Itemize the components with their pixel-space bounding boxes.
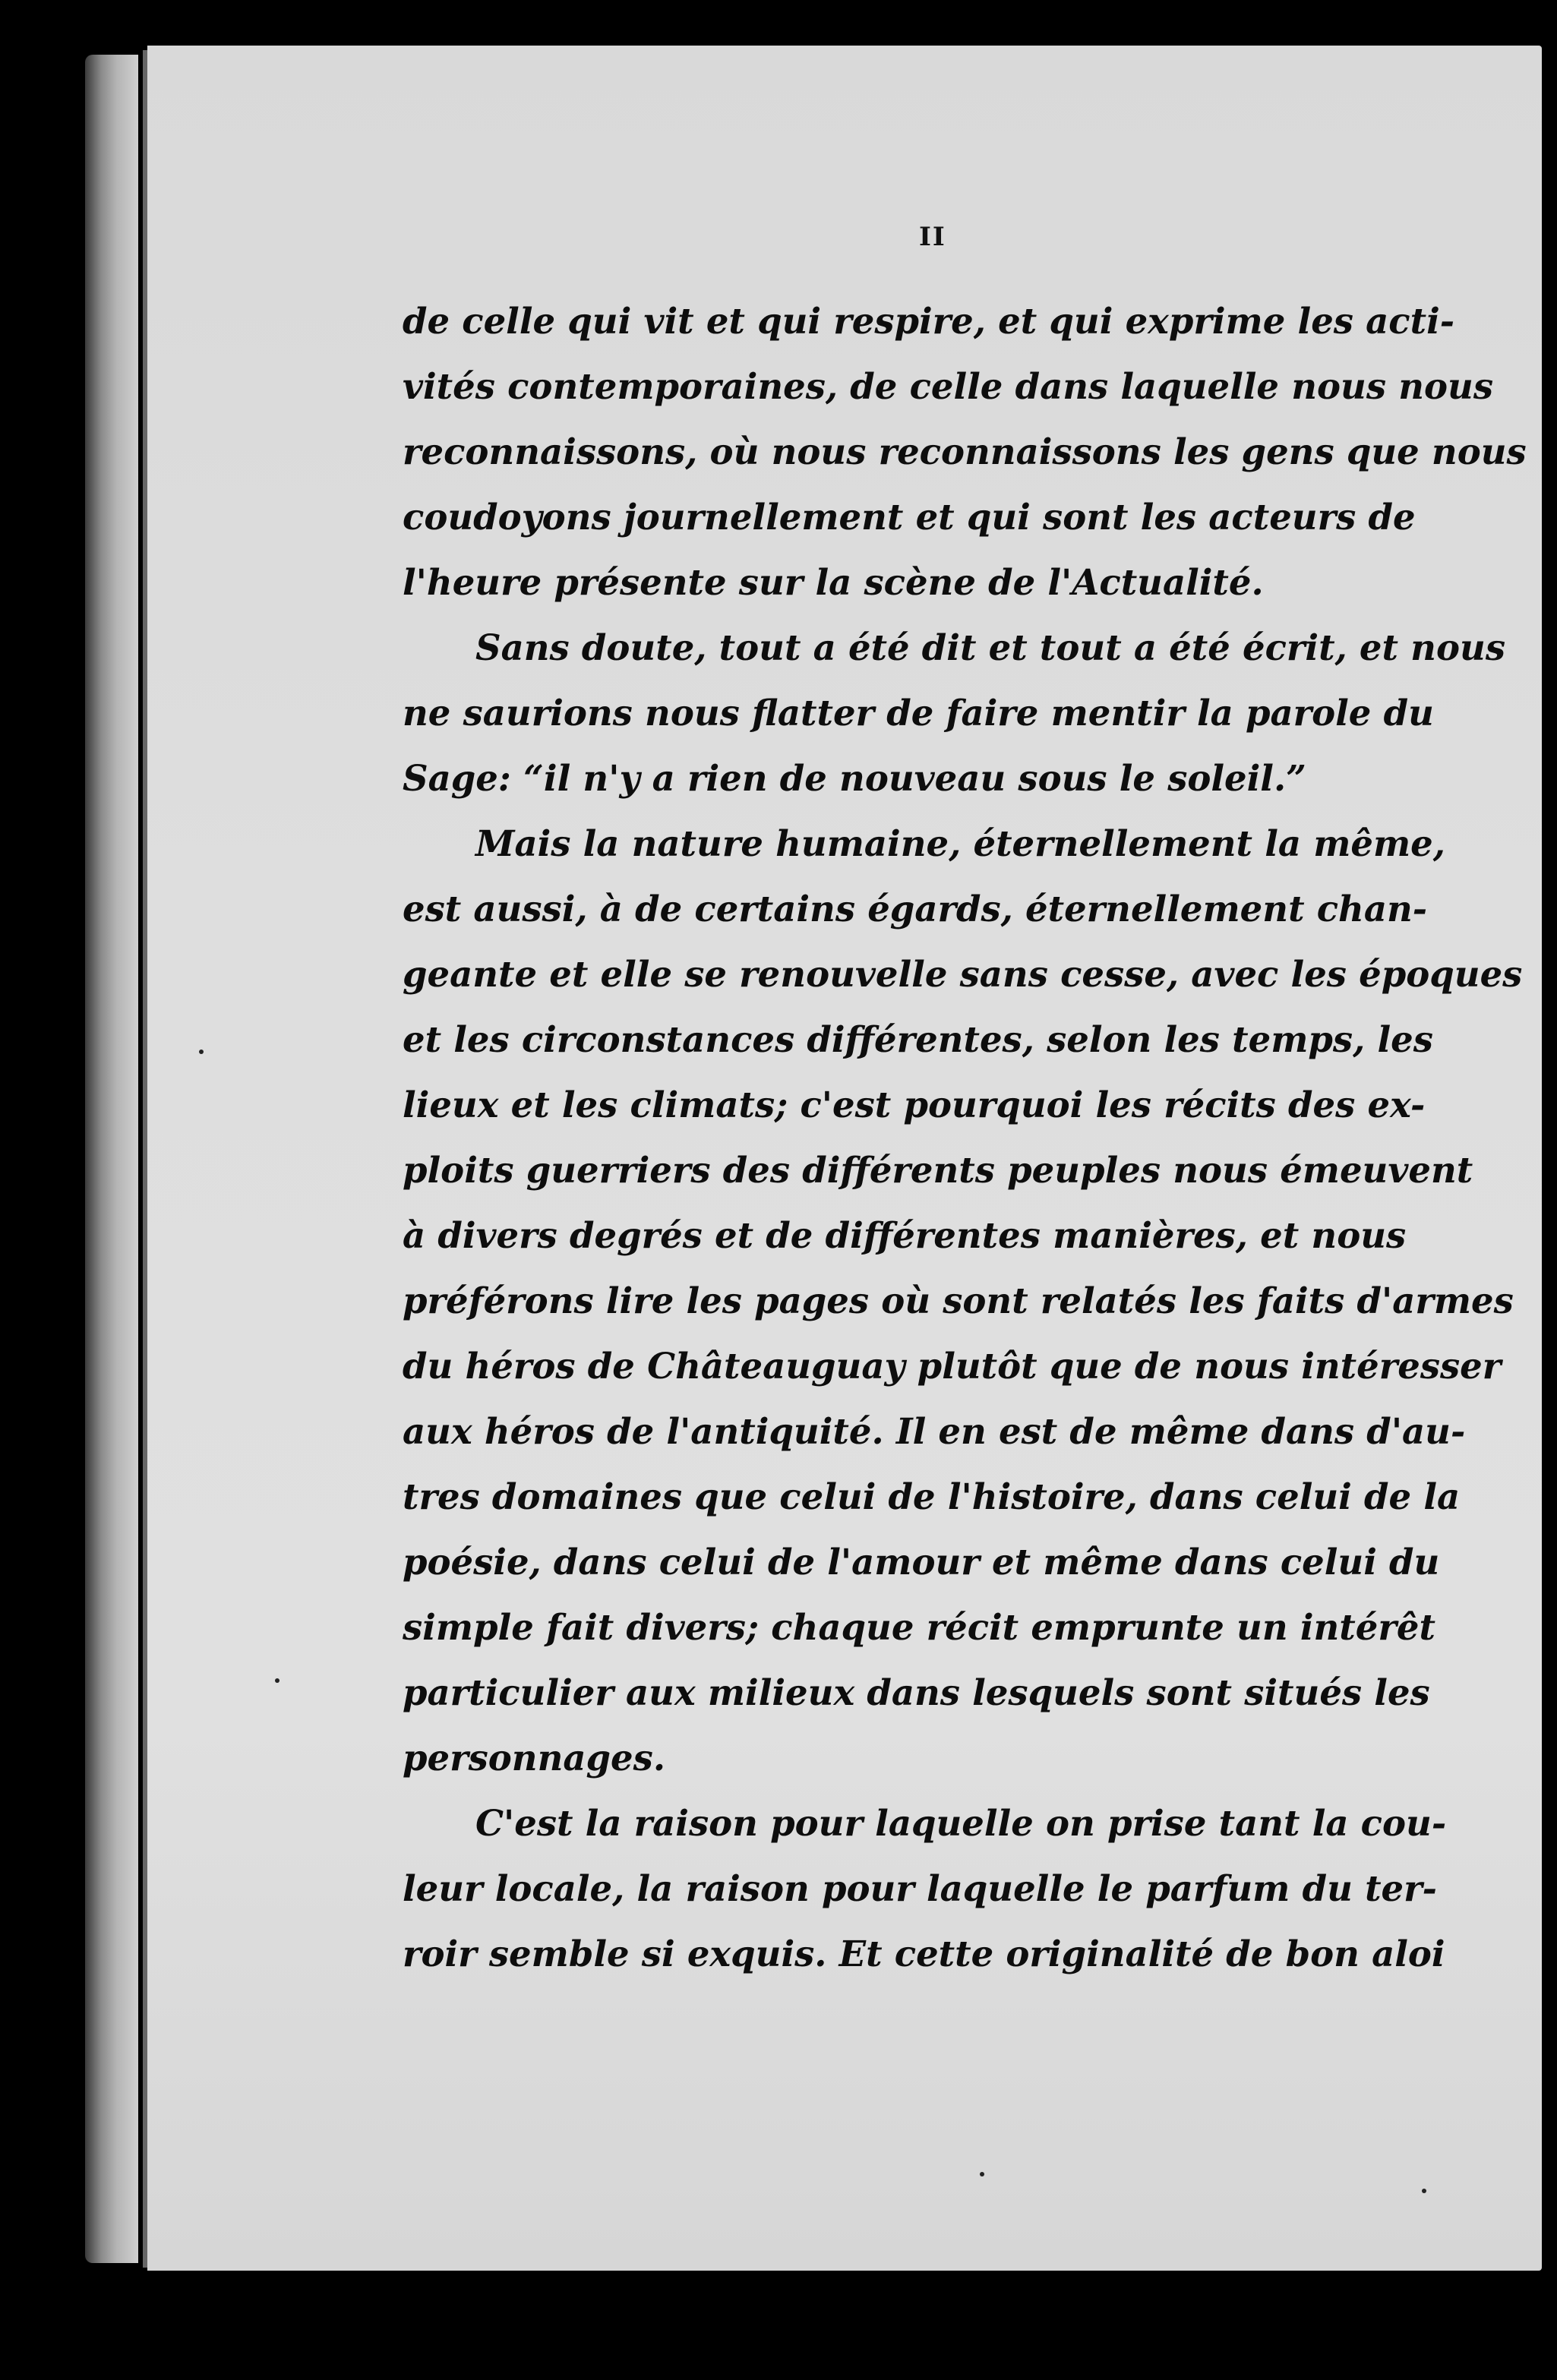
text-line: reconnaissons, où nous reconnaissons les gens que nous xyxy=(403,431,1527,472)
scan-speck xyxy=(199,1050,204,1054)
text-line: C'est la raison pour laquelle on prise tant la cou- xyxy=(475,1802,1447,1844)
text-line: particulier aux milieux dans lesquels sont situés les xyxy=(403,1671,1430,1713)
text-line: de celle qui vit et qui respire, et qui exprime les acti- xyxy=(403,300,1455,342)
text-line: Sage: “il n'y a rien de nouveau sous le soleil.” xyxy=(403,757,1306,799)
text-line: Mais la nature humaine, éternellement la même, xyxy=(475,822,1445,864)
text-line: aux héros de l'antiquité. Il en est de même dans d'au- xyxy=(403,1410,1466,1452)
scan-speck xyxy=(275,1678,280,1683)
body-text xyxy=(403,289,1527,1987)
text-line: est aussi, à de certains égards, éternellement chan- xyxy=(403,888,1428,930)
text-line: et les circonstances différentes, selon les temps, les xyxy=(403,1018,1433,1060)
text-line: vités contemporaines, de celle dans laquelle nous nous xyxy=(403,365,1494,407)
paragraph-3 xyxy=(403,811,1523,1791)
text-line: leur locale, la raison pour laquelle le parfum du ter- xyxy=(403,1867,1437,1909)
text-line: ne saurions nous flatter de faire mentir la parole du xyxy=(403,692,1434,734)
text-line: l'heure présente sur la scène de l'Actualité. xyxy=(403,561,1264,603)
text-line: du héros de Châteauguay plutôt que de nous intéresser xyxy=(403,1345,1502,1387)
text-line: ploits guerriers des différents peuples nous émeuvent xyxy=(403,1149,1473,1191)
text-line: tres domaines que celui de l'histoire, dans celui de la xyxy=(403,1476,1461,1517)
text-line: simple fait divers; chaque récit emprunte un intérêt xyxy=(403,1606,1435,1648)
paragraph-2 xyxy=(403,615,1505,811)
scan-speck xyxy=(1422,2189,1426,2193)
text-line: personnages. xyxy=(403,1737,666,1779)
paragraph-4 xyxy=(403,1791,1481,1987)
text-line: lieux et les climats; c'est pourquoi les récits des ex- xyxy=(403,1084,1426,1125)
text-line: roir semble si exquis. Et cette originalité de bon aloi xyxy=(403,1933,1445,1974)
page-edge-binding xyxy=(85,55,138,2263)
text-line: coudoyons journellement et qui sont les acteurs de xyxy=(403,496,1416,538)
text-line: Sans doute, tout a été dit et tout a été écrit, et nous xyxy=(475,627,1505,668)
page-number: II xyxy=(919,222,946,252)
text-line: préférons lire les pages où sont relatés les faits d'armes xyxy=(403,1280,1514,1321)
scan-speck xyxy=(980,2172,984,2176)
paragraph-1 xyxy=(403,289,1527,615)
text-line: à divers degrés et de différentes manières, et nous xyxy=(403,1214,1407,1256)
text-line: poésie, dans celui de l'amour et même dans celui du xyxy=(403,1541,1440,1583)
text-line: geante et elle se renouvelle sans cesse, avec les époques xyxy=(403,953,1523,995)
